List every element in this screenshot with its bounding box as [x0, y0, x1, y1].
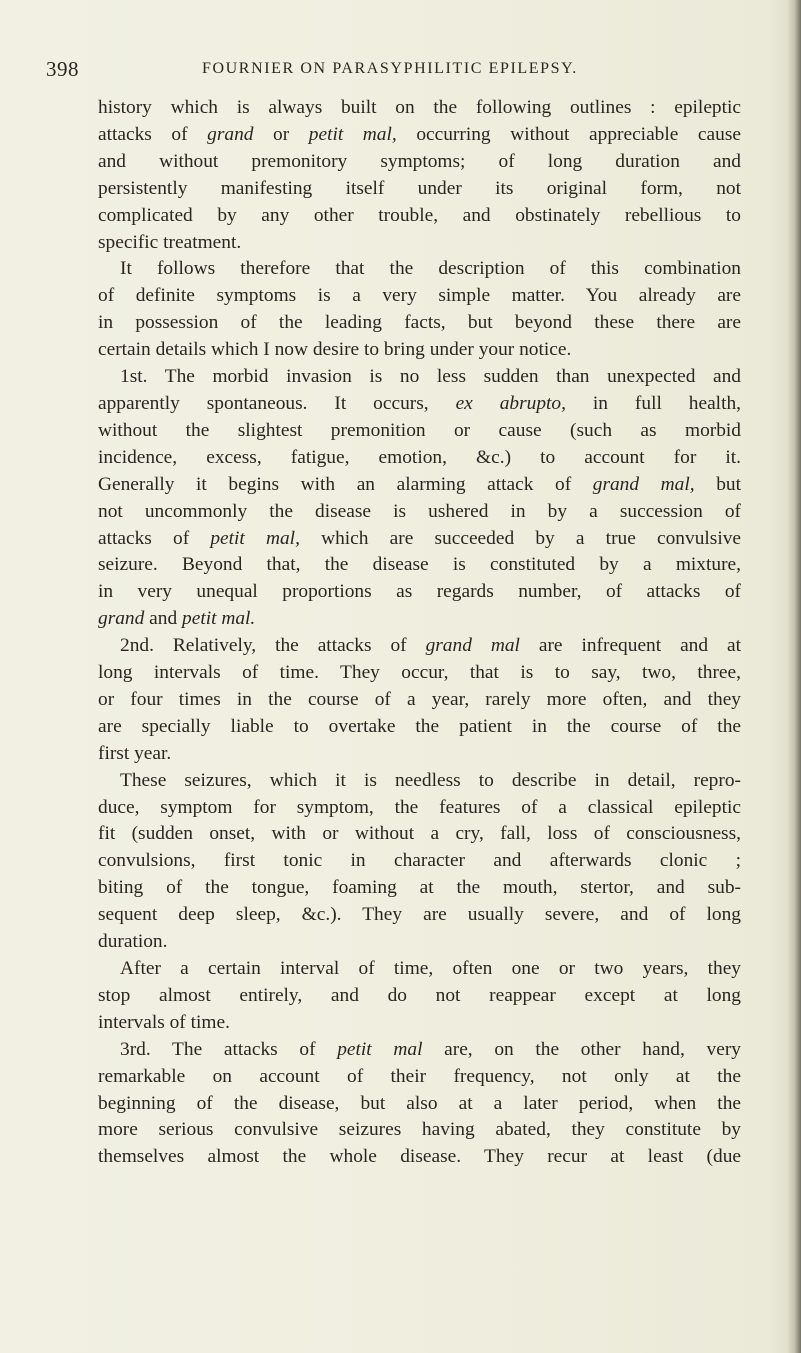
- text-run: 2nd. Relatively, the attacks of: [120, 635, 426, 657]
- text-line-p4-l5: [98, 741, 741, 768]
- text-run: attacks of: [98, 123, 208, 145]
- text-line-p2-l2: [98, 283, 741, 310]
- text-line-p2-l3: [98, 310, 741, 337]
- text-run: not uncommonly the disease is ushered in by a succession of: [98, 500, 741, 522]
- text-line-p1-l4: [98, 176, 741, 203]
- text-line-p4-l1: [98, 633, 741, 660]
- running-title: FOURNIER ON PARASYPHILITIC EPILEPSY.: [202, 60, 578, 77]
- text-run: convulsions, first tonic in character and afterwards clonic ;: [98, 850, 741, 872]
- text-run: complicated by any other trouble, and obstinately rebellious to: [98, 204, 741, 226]
- page-header: [46, 57, 736, 83]
- text-line-p6-l2: [98, 983, 741, 1010]
- text-run: intervals of time.: [98, 1011, 230, 1033]
- text-line-p3-l3: [98, 418, 741, 445]
- text-line-p5-l7: [98, 929, 741, 956]
- text-line-p1-l2: [98, 122, 741, 149]
- text-line-p3-l6: [98, 499, 741, 526]
- text-run: persistently manifesting itself under its original form, not: [98, 177, 741, 199]
- text-run: sequent deep sleep, &c.). They are usually severe, and of long: [98, 904, 741, 926]
- body-text: [98, 95, 741, 1171]
- text-line-p3-l10: [98, 606, 741, 633]
- text-run: are, on the other hand, very: [422, 1038, 741, 1060]
- text-run: After a certain interval of time, often one or two years, they: [120, 958, 741, 979]
- italic-term: petit mal,: [308, 123, 397, 145]
- text-run: stop almost entirely, and do not reappear except at long: [98, 984, 741, 1006]
- text-run: and: [144, 608, 183, 630]
- text-run: specific treatment.: [98, 231, 242, 253]
- text-line-p6-l3: [98, 1010, 741, 1037]
- text-line-p5-l4: [98, 848, 741, 875]
- text-line-p7-l3: [98, 1091, 741, 1118]
- text-run: or: [253, 123, 309, 145]
- text-run: duce, symptom for symptom, the features of a classical epileptic: [98, 796, 741, 818]
- text-run: fit (sudden onset, with or without a cry, fall, loss of consciousness,: [98, 823, 741, 845]
- text-line-p7-l2: [98, 1064, 741, 1091]
- text-run: beginning of the disease, but also at a later period, when the: [98, 1092, 741, 1114]
- page-number: 398: [46, 57, 79, 81]
- text-line-p4-l3: [98, 687, 741, 714]
- text-line-p7-l1: [98, 1037, 741, 1064]
- text-run: long intervals of time. They occur, that is to say, two, three,: [98, 662, 741, 684]
- text-run: and without premonitory symptoms; of long duration and: [98, 150, 741, 172]
- text-run: in full health,: [565, 392, 741, 414]
- text-line-p4-l4: [98, 714, 741, 741]
- text-run: Generally it begins with an alarming attack of: [98, 473, 593, 495]
- text-line-p5-l6: [98, 902, 741, 929]
- text-line-p5-l1: [98, 768, 741, 795]
- text-run: of definite symptoms is a very simple matter. You already are: [98, 285, 741, 307]
- text-run: duration.: [98, 931, 168, 953]
- text-run: history which is always built on the following outlines : epileptic: [98, 97, 741, 118]
- text-run: in very unequal proportions as regards number, of attacks of: [98, 581, 741, 603]
- italic-term: petit mal.: [182, 608, 256, 630]
- text-line-p7-l5: [98, 1144, 741, 1171]
- page-edge-shadow: [787, 0, 801, 1353]
- italic-term: petit mal,: [210, 527, 300, 549]
- text-line-p3-l2: [98, 391, 741, 418]
- text-line-p1-l1: [98, 95, 741, 122]
- text-run: attacks of: [98, 527, 211, 549]
- text-line-p6-l1: [98, 956, 741, 983]
- text-line-p3-l8: [98, 552, 741, 579]
- text-line-p3-l4: [98, 445, 741, 472]
- text-line-p5-l3: [98, 821, 741, 848]
- text-run: without the slightest premonition or cause (such as morbid: [98, 419, 741, 441]
- italic-term: grand mal: [425, 635, 520, 657]
- text-line-p3-l1: [98, 364, 741, 391]
- text-run: 3rd. The attacks of: [120, 1038, 338, 1060]
- text-line-p4-l2: [98, 660, 741, 687]
- text-run: occurring without appreciable cause: [396, 123, 741, 145]
- text-run: are infrequent and at: [519, 635, 741, 657]
- italic-term: grand: [207, 123, 254, 145]
- text-line-p2-l4: [98, 337, 741, 364]
- text-run: 1st. The morbid invasion is no less sudden than unexpected and: [120, 366, 741, 388]
- text-run: seizure. Beyond that, the disease is constituted by a mixture,: [98, 554, 741, 576]
- italic-term: grand: [98, 608, 145, 630]
- text-run: biting of the tongue, foaming at the mouth, stertor, and sub-: [98, 877, 741, 899]
- text-line-p1-l5: [98, 203, 741, 230]
- text-run: incidence, excess, fatigue, emotion, &c.) to account for it.: [98, 446, 741, 468]
- text-line-p3-l7: [98, 526, 741, 553]
- text-run: which are succeeded by a true convulsive: [299, 527, 742, 549]
- text-line-p2-l1: [98, 256, 741, 283]
- text-run: remarkable on account of their frequency, not only at the: [98, 1065, 741, 1087]
- text-run: These seizures, which it is needless to describe in detail, repro-: [120, 769, 741, 791]
- text-line-p1-l6: [98, 230, 741, 257]
- text-run: themselves almost the whole disease. They recur at least (due: [98, 1146, 741, 1168]
- text-run: or four times in the course of a year, rarely more often, and they: [98, 688, 741, 710]
- text-line-p3-l9: [98, 579, 741, 606]
- text-line-p7-l4: [98, 1117, 741, 1144]
- text-line-p5-l5: [98, 875, 741, 902]
- text-run: but: [694, 473, 741, 495]
- text-run: in possession of the leading facts, but beyond these there are: [98, 312, 741, 334]
- text-run: more serious convulsive seizures having abated, they constitute by: [98, 1119, 741, 1141]
- text-run: first year.: [98, 742, 172, 764]
- text-run: certain details which I now desire to bring under your notice.: [98, 339, 572, 361]
- italic-term: grand mal,: [592, 473, 695, 495]
- italic-term: petit mal: [337, 1038, 423, 1060]
- text-line-p3-l5: [98, 472, 741, 499]
- text-run: are specially liable to overtake the patient in the course of the: [98, 715, 741, 737]
- italic-term: ex abrupto,: [455, 392, 566, 414]
- text-line-p5-l2: [98, 795, 741, 822]
- text-line-p1-l3: [98, 149, 741, 176]
- text-run: It follows therefore that the description of this combination: [120, 258, 741, 280]
- text-run: apparently spontaneous. It occurs,: [98, 392, 456, 414]
